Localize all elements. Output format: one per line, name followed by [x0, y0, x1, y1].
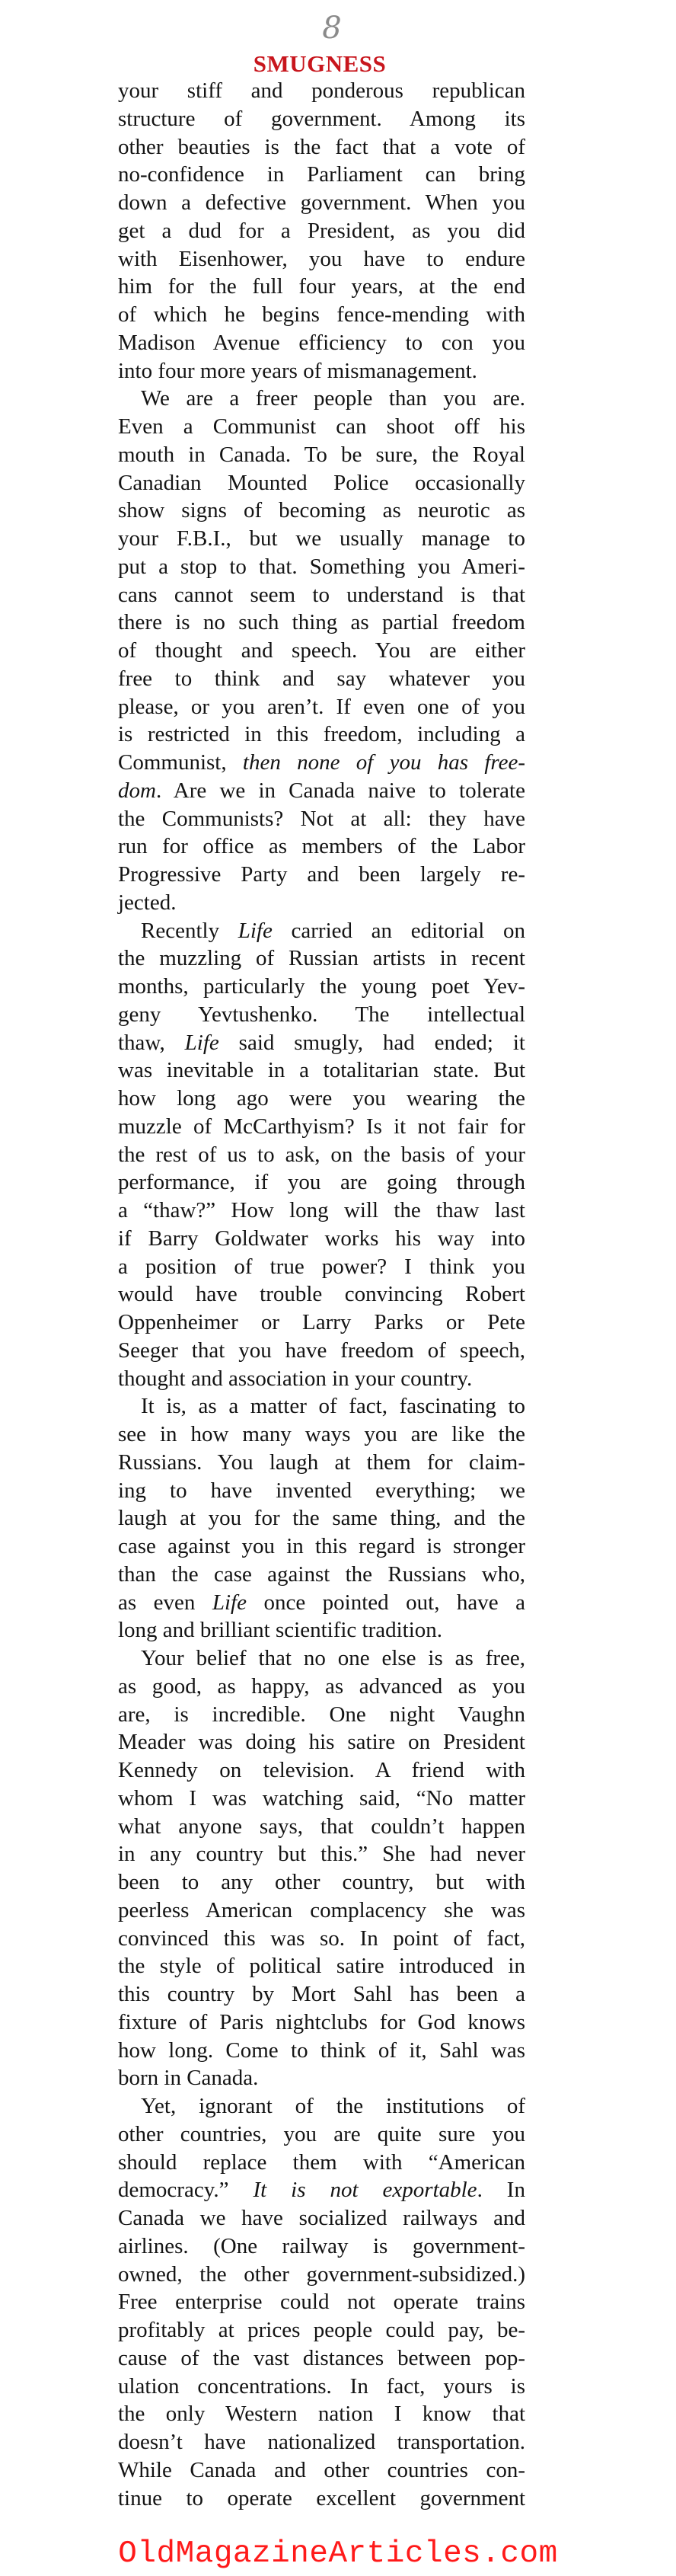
text-line-content: owned, the other government-subsidized.)	[118, 2261, 525, 2287]
text-line	[118, 1813, 525, 1841]
text-line	[118, 1756, 525, 1785]
text-line-content: the muzzling of Russian artists in recent	[118, 946, 525, 971]
text-line	[118, 1029, 525, 1057]
italic-text: Life	[212, 1590, 247, 1615]
text-line	[118, 1449, 525, 1477]
text-line-content: Canada we have socialized railways and	[118, 2206, 525, 2230]
text-line	[118, 1868, 525, 1897]
italic-text: then none of you has free-	[242, 750, 526, 775]
text-line	[118, 1141, 525, 1169]
text-line	[118, 133, 525, 161]
text-line-content: thaw,	[118, 1030, 185, 1055]
text-line-content: peerless American complacency she was	[118, 1897, 525, 1922]
text-line-content: profitably at prices people could pay, be-	[118, 2318, 525, 2342]
text-line-content: the style of political satire introduced in	[118, 1954, 525, 1979]
text-line-content: democracy.”	[118, 2178, 254, 2203]
text-line	[118, 1001, 525, 1029]
text-line	[118, 861, 525, 889]
text-line	[118, 2121, 525, 2149]
text-line	[118, 2288, 525, 2316]
text-line	[118, 749, 525, 777]
text-line	[118, 553, 525, 581]
text-line-content: Oppenheimer or Larry Parks or Pete	[118, 1310, 525, 1334]
text-line	[118, 1925, 525, 1953]
text-line-content: Canadian Mounted Police occasionally	[118, 470, 525, 495]
text-line-content: what anyone says, that couldn’t happen	[118, 1814, 525, 1839]
text-line	[118, 2373, 525, 2401]
text-line-content: how long. Come to think of it, Sahl was	[118, 2037, 525, 2063]
text-line-content: with Eisenhower, you have to endure	[118, 246, 525, 271]
text-line	[118, 973, 525, 1001]
text-line-content: the Communists? Not at all: they have	[118, 806, 525, 831]
text-line-content: no-confidence in Parliament can bring	[118, 162, 525, 187]
text-line	[118, 1785, 525, 1813]
text-line	[118, 1113, 525, 1141]
text-line-content: Meader was doing his satire on President	[118, 1730, 525, 1755]
text-line-content: than the case against the Russians who,	[118, 1561, 525, 1587]
text-line	[118, 1056, 525, 1085]
text-line-content: run for office as members of the Labor	[118, 834, 525, 859]
text-line-content: We are a freer people than you are.	[141, 386, 525, 411]
text-line	[118, 1280, 525, 1309]
text-line	[118, 2204, 525, 2232]
text-line-content: . Are we in Canada naive to tolerate	[155, 778, 525, 803]
text-line	[118, 1952, 525, 1980]
text-line-content: see in how many ways you are like the	[118, 1422, 525, 1446]
text-line	[118, 917, 525, 945]
text-line	[118, 77, 525, 105]
text-line	[118, 637, 525, 665]
text-line-content: this country by Mort Sahl has been a	[118, 1982, 525, 2006]
text-line-content: . In	[477, 2178, 525, 2203]
text-line-content: Communist,	[118, 750, 243, 775]
text-line-content: a position of true power? I think you	[118, 1254, 525, 1279]
text-line	[118, 2456, 525, 2485]
text-line	[118, 609, 525, 637]
page-number: 8	[322, 11, 342, 46]
text-line-content: carried an editorial on	[272, 918, 525, 943]
text-line-content: whom I was watching said, “No matter	[118, 1785, 525, 1811]
text-line	[118, 217, 525, 245]
text-line	[118, 1701, 525, 1729]
text-line-content: mouth in Canada. To be sure, the Royal	[118, 442, 525, 467]
text-line-content: him for the full four years, at the end	[118, 274, 525, 299]
text-line	[118, 1253, 525, 1281]
text-line-content: said smugly, had ended; it	[218, 1030, 525, 1055]
text-line	[118, 2232, 525, 2261]
text-line	[118, 693, 525, 721]
text-line-content: Russians. You laugh at them for claim-	[118, 1449, 525, 1475]
text-line	[118, 2400, 525, 2428]
section-title: SMUGNESS	[253, 50, 387, 77]
text-line-content: ing to have invented everything; we	[118, 1478, 525, 1503]
text-line-content: doesn’t have nationalized transportation.	[118, 2430, 525, 2454]
text-line-content: other countries, you are quite sure you	[118, 2121, 525, 2146]
text-line	[118, 1421, 525, 1449]
text-line-content: muzzle of McCarthyism? Is it not fair for	[118, 1114, 525, 1139]
text-line	[118, 1085, 525, 1113]
text-line-content: Progressive Party and been largely re-	[118, 862, 525, 887]
text-line	[118, 1728, 525, 1756]
text-line-content: if Barry Goldwater works his way into	[118, 1226, 525, 1251]
text-line-content: free to think and say whatever you	[118, 666, 525, 691]
text-line-content: was inevitable in a totalitarian state. But	[118, 1058, 525, 1083]
text-line-content: a “thaw?” How long will the thaw last	[118, 1198, 525, 1222]
text-line-content: Free enterprise could not operate trains	[118, 2290, 525, 2315]
text-line	[118, 2261, 525, 2289]
text-line	[118, 189, 525, 217]
text-line-content: Even a Communist can shoot off his	[118, 414, 525, 439]
text-line-content: of which he begins fence-mending with	[118, 302, 525, 327]
text-line-content: While Canada and other countries con-	[118, 2457, 525, 2482]
text-line	[118, 469, 525, 497]
text-line-content: other beauties is the fact that a vote of	[118, 134, 525, 159]
text-line	[118, 161, 525, 189]
text-line	[118, 357, 525, 385]
text-line	[118, 665, 525, 693]
text-line	[118, 1980, 525, 2009]
text-line	[118, 1168, 525, 1197]
text-line	[118, 105, 525, 133]
text-line	[118, 2176, 525, 2204]
text-line	[118, 721, 525, 749]
text-line	[118, 777, 525, 805]
text-line-content: convinced this was so. In point of fact,	[118, 1926, 525, 1951]
text-line	[118, 273, 525, 301]
text-line-content: thought and association in your country.	[118, 1366, 473, 1391]
text-line-content: fixture of Paris nightclubs for God knows	[118, 2009, 525, 2034]
text-line	[118, 441, 525, 469]
text-line	[118, 525, 525, 553]
text-line	[118, 329, 525, 357]
text-line-content: case against you in this regard is stronger	[118, 1534, 525, 1558]
text-line	[118, 2316, 525, 2344]
text-line	[118, 833, 525, 861]
text-line	[118, 1561, 525, 1589]
text-line	[118, 2428, 525, 2456]
text-line-content: get a dud for a President, as you did	[118, 218, 525, 243]
text-line	[118, 889, 525, 917]
text-line-content: Madison Avenue efficiency to con you	[118, 330, 525, 355]
text-line	[118, 1197, 525, 1225]
text-line	[118, 1532, 525, 1561]
text-line	[118, 2344, 525, 2373]
text-line	[118, 1337, 525, 1365]
text-line-content: once pointed out, have a	[246, 1590, 526, 1615]
text-line-content: months, particularly the young poet Yev-	[118, 974, 525, 999]
text-line-content: as even	[118, 1590, 212, 1615]
text-line	[118, 1225, 525, 1253]
text-line	[118, 805, 525, 833]
text-line	[118, 301, 525, 329]
text-line	[118, 2092, 525, 2121]
text-line-content: tinue to operate excellent government	[118, 2485, 525, 2510]
article-body	[118, 77, 525, 2512]
text-line	[118, 2485, 525, 2513]
text-line	[118, 245, 525, 273]
text-line-content: put a stop to that. Something you Ameri-	[118, 554, 525, 579]
text-line-content: are, is incredible. One night Vaughn	[118, 1702, 525, 1727]
text-line	[118, 497, 525, 525]
text-line	[118, 1644, 525, 1673]
text-line-content: down a defective government. When you	[118, 190, 525, 215]
text-line	[118, 1365, 525, 1393]
text-line	[118, 1477, 525, 1505]
text-line	[118, 2037, 525, 2065]
italic-text: Life	[238, 918, 273, 943]
text-line-content: is restricted in this freedom, including a	[118, 722, 525, 747]
watermark-logo: OldMagazineArticles.com	[118, 2536, 558, 2571]
text-line	[118, 1897, 525, 1925]
text-line-content: cans cannot seem to understand is that	[118, 582, 525, 607]
text-line-content: jected.	[118, 890, 177, 915]
text-line-content: been to any other country, but with	[118, 1870, 525, 1894]
text-line-content: structure of government. Among its	[118, 106, 525, 131]
text-line-content: performance, if you are going through	[118, 1170, 525, 1195]
text-line	[118, 944, 525, 973]
text-line-content: airlines. (One railway is government-	[118, 2233, 525, 2258]
text-line-content: would have trouble convincing Robert	[118, 1282, 525, 1307]
italic-text: It is not exportable	[253, 2178, 477, 2203]
text-line	[118, 2149, 525, 2177]
text-line-content: your F.B.I., but we usually manage to	[118, 526, 525, 551]
text-line	[118, 1504, 525, 1532]
text-line-content: Kennedy on television. A friend with	[118, 1758, 525, 1782]
text-line-content: Recently	[141, 918, 238, 943]
text-line	[118, 1309, 525, 1337]
text-line	[118, 1840, 525, 1868]
text-line	[118, 581, 525, 609]
text-line	[118, 1673, 525, 1701]
text-line	[118, 1616, 525, 1644]
text-line-content: how long ago were you wearing the	[118, 1086, 525, 1111]
text-line	[118, 385, 525, 413]
text-line-content: born in Canada.	[118, 2066, 259, 2091]
text-line	[118, 1589, 525, 1617]
text-line	[118, 2064, 525, 2092]
text-line-content: there is no such thing as partial freedom	[118, 610, 525, 635]
text-line-content: long and brilliant scientific tradition.	[118, 1618, 443, 1643]
text-line-content: show signs of becoming as neurotic as	[118, 498, 525, 523]
text-line-content: please, or you aren’t. If even one of you	[118, 694, 525, 719]
text-line-content: Yet, ignorant of the institutions of	[141, 2094, 525, 2118]
text-line	[118, 2009, 525, 2037]
text-line-content: cause of the vast distances between pop-	[118, 2345, 525, 2370]
text-line-content: the rest of us to ask, on the basis of your	[118, 1142, 525, 1167]
text-line-content: ulation concentrations. In fact, yours is	[118, 2373, 525, 2399]
italic-text: dom	[118, 778, 156, 803]
text-line	[118, 1392, 525, 1421]
text-line-content: into four more years of mismanagement.	[118, 358, 477, 383]
text-line-content: in any country but this.” She had never	[118, 1842, 525, 1867]
text-line	[118, 413, 525, 441]
text-line-content: the only Western nation I know that	[118, 2402, 525, 2427]
text-line-content: laugh at you for the same thing, and the	[118, 1506, 525, 1531]
text-line-content: as good, as happy, as advanced as you	[118, 1673, 525, 1699]
text-line-content: It is, as a matter of fact, fascinating to	[141, 1394, 525, 1419]
text-line-content: should replace them with “American	[118, 2149, 525, 2175]
text-line-content: of thought and speech. You are either	[118, 638, 525, 663]
italic-text: Life	[184, 1030, 219, 1055]
text-line-content: Your belief that no one else is as free,	[141, 1646, 525, 1670]
text-line-content: geny Yevtushenko. The intellectual	[118, 1002, 525, 1027]
text-line-content: your stiff and ponderous republican	[118, 78, 525, 103]
text-line-content: Seeger that you have freedom of speech,	[118, 1338, 525, 1363]
